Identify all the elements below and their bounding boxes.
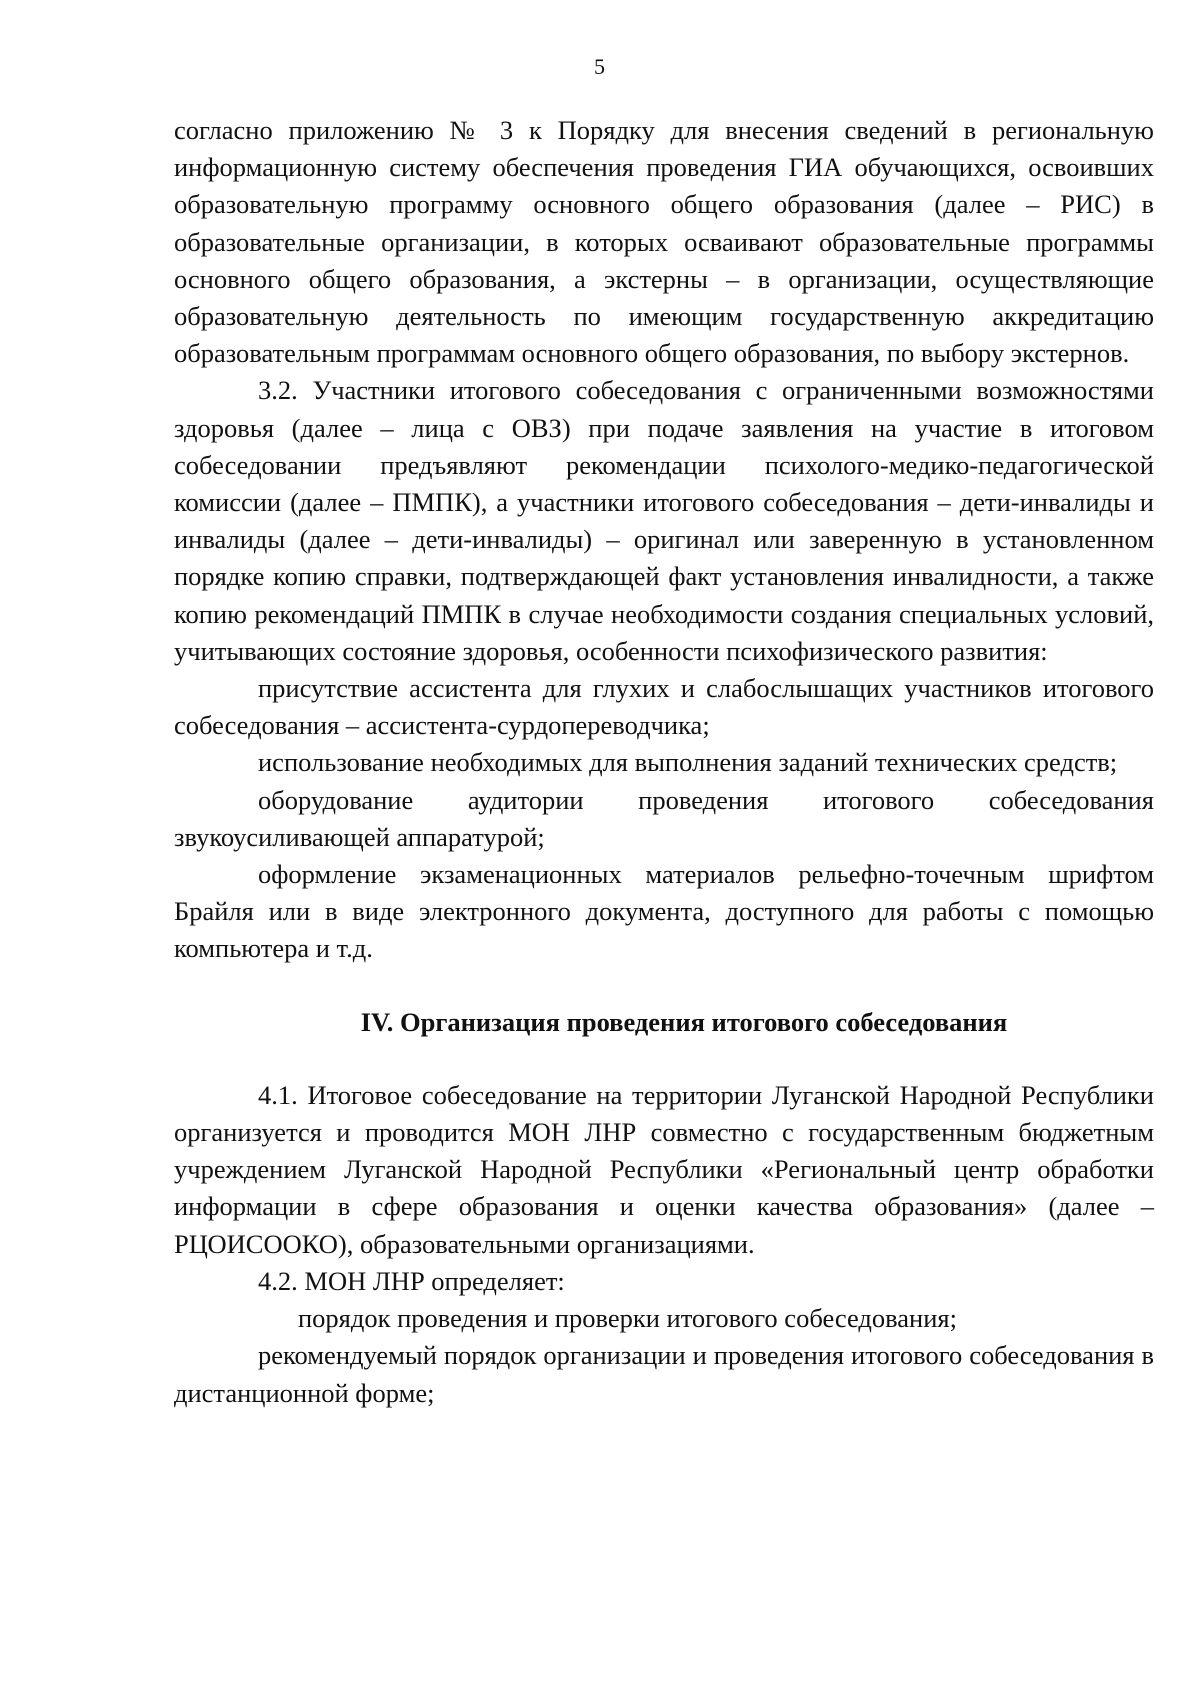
paragraph-4-1-organization: 4.1. Итоговое собеседование на территории Луганской Народной Республики организуется и проводится МОН ЛНР совместно с государственным бюджетным учреждением Луганской Народной Республики «Региональный центр обработки информации в сфере образования и оценки качества образования» (далее – РЦОИСООКО), образовательными организациями. (174, 1079, 1154, 1259)
paragraph-4-2-mon-determines: 4.2. МОН ЛНР определяет: (258, 1265, 565, 1296)
paragraph-3-2-ovz-participants: 3.2. Участники итогового собеседования с ограниченными возможностями здоровья (далее – лица с ОВЗ) при подаче заявления на участие в итоговом собеседовании предъявляют рекомендации психолого-медико-педагогической комиссии (далее – ПМПК), а участники итогового собеседования – дети-инвалиды и инвалиды (далее – дети-инвалиды) – оригинал или заверенную в установленном порядке копию справки, подтверждающей факт установления инвалидности, а также копию рекомендаций ПМПК в случае необходимости создания специальных условий, учитывающих состояние здоровья, особенности психофизического развития: (174, 375, 1154, 666)
document-body (174, 112, 1154, 1412)
list-item-braille-materials: оформление экзаменационных материалов рельефно-точечным шрифтом Брайля или в виде электронного документа, доступного для работы с помощью компьютера и т.д. (174, 859, 1154, 964)
list-item-sign-language-assistant: присутствие ассистента для глухих и слабослышащих участников итогового собеседования – ассистента-сурдопереводчика; (174, 673, 1154, 741)
list-item-sound-equipment: оборудование аудитории проведения итогового собеседования звукоусиливающей аппаратурой; (174, 784, 1154, 852)
list-item-remote-procedure: рекомендуемый порядок организации и проведения итогового собеседования в дистанционной форме; (174, 1340, 1154, 1408)
list-item-technical-means: использование необходимых для выполнения заданий технических средств; (258, 747, 1118, 778)
list-item-procedure-and-checking: порядок проведения и проверки итогового собеседования; (298, 1303, 957, 1334)
section-heading-iv: IV. Организация проведения итогового собеседования (360, 1006, 1008, 1037)
paragraph-ris-submission: согласно приложению № 3 к Порядку для внесения сведений в региональную информационную систему обеспечения проведения ГИА обучающихся, освоивших образовательную программу основного общего образования (далее – РИС) в образовательные организации, в которых осваивают образовательные программы основного общего образования, а экстерны – в организации, осуществляющие образовательную деятельность по имеющим государственную аккредитацию образовательным программам основного общего образования, по выбору экстернов. (174, 115, 1154, 369)
page-number: 5 (594, 54, 606, 79)
